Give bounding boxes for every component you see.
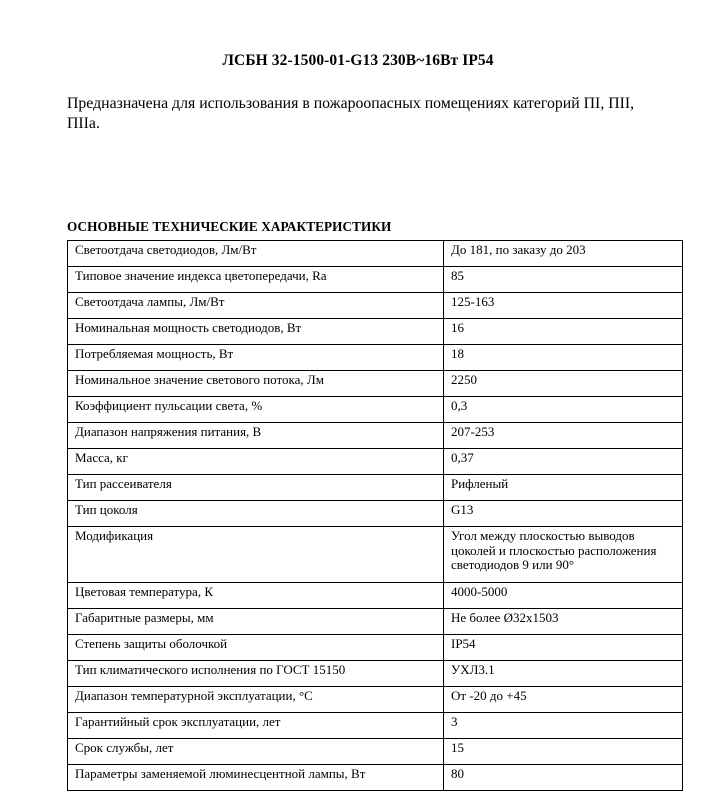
table-row xyxy=(68,635,683,661)
table-row xyxy=(68,241,683,267)
param-cell: Диапазон температурной эксплуатации, °С xyxy=(68,687,444,713)
table-row xyxy=(68,371,683,397)
value-cell: От -20 до +45 xyxy=(444,687,683,713)
param-cell: Модификация xyxy=(68,527,444,583)
table-row xyxy=(68,475,683,501)
table-row xyxy=(68,345,683,371)
value-cell: 125-163 xyxy=(444,293,683,319)
value-cell: До 181, по заказу до 203 xyxy=(444,241,683,267)
table-row xyxy=(68,319,683,345)
value-cell: 207-253 xyxy=(444,423,683,449)
table-row xyxy=(68,293,683,319)
param-cell: Степень защиты оболочкой xyxy=(68,635,444,661)
param-cell: Коэффициент пульсации света, % xyxy=(68,397,444,423)
table-row xyxy=(68,397,683,423)
value-cell: Угол между плоскостью выводов цоколей и плоскостью расположения светодиодов 9 или 90° xyxy=(444,527,683,583)
table-row xyxy=(68,765,683,791)
table-row xyxy=(68,661,683,687)
value-cell: Рифленый xyxy=(444,475,683,501)
param-cell: Цветовая температура, К xyxy=(68,583,444,609)
value-cell: 16 xyxy=(444,319,683,345)
param-cell: Потребляемая мощность, Вт xyxy=(68,345,444,371)
value-cell: 80 xyxy=(444,765,683,791)
param-cell: Тип климатического исполнения по ГОСТ 15150 xyxy=(68,661,444,687)
value-cell: G13 xyxy=(444,501,683,527)
table-row xyxy=(68,527,683,583)
section-heading: ОСНОВНЫЕ ТЕХНИЧЕСКИЕ ХАРАКТЕРИСТИКИ xyxy=(67,219,392,234)
table-row xyxy=(68,713,683,739)
param-cell: Номинальная мощность светодиодов, Вт xyxy=(68,319,444,345)
value-cell: 85 xyxy=(444,267,683,293)
param-cell: Светоотдача светодиодов, Лм/Вт xyxy=(68,241,444,267)
table-row xyxy=(68,687,683,713)
specs-table xyxy=(67,240,683,791)
param-cell: Параметры заменяемой люминесцентной лампы, Вт xyxy=(68,765,444,791)
param-cell: Гарантийный срок эксплуатации, лет xyxy=(68,713,444,739)
table-row xyxy=(68,423,683,449)
param-cell: Габаритные размеры, мм xyxy=(68,609,444,635)
table-row xyxy=(68,583,683,609)
param-cell: Тип цоколя xyxy=(68,501,444,527)
param-cell: Срок службы, лет xyxy=(68,739,444,765)
value-cell: 0,3 xyxy=(444,397,683,423)
param-cell: Диапазон напряжения питания, В xyxy=(68,423,444,449)
value-cell: 2250 xyxy=(444,371,683,397)
intro-paragraph: Предназначена для использования в пожароопасных помещениях категорий ПI, ПII, ПIIа. xyxy=(67,95,635,132)
table-row xyxy=(68,609,683,635)
param-cell: Тип рассеивателя xyxy=(68,475,444,501)
value-cell: 4000-5000 xyxy=(444,583,683,609)
param-cell: Номинальное значение светового потока, Лм xyxy=(68,371,444,397)
value-cell: 18 xyxy=(444,345,683,371)
table-row xyxy=(68,739,683,765)
table-row xyxy=(68,501,683,527)
value-cell: Не более Ø32х1503 xyxy=(444,609,683,635)
value-cell: УХЛ3.1 xyxy=(444,661,683,687)
param-cell: Типовое значение индекса цветопередачи, Ra xyxy=(68,267,444,293)
value-cell: IP54 xyxy=(444,635,683,661)
param-cell: Масса, кг xyxy=(68,449,444,475)
value-cell: 3 xyxy=(444,713,683,739)
value-cell: 15 xyxy=(444,739,683,765)
value-cell: 0,37 xyxy=(444,449,683,475)
page-title: ЛСБН 32-1500-01-G13 230В~16Вт IP54 xyxy=(222,52,494,69)
param-cell: Светоотдача лампы, Лм/Вт xyxy=(68,293,444,319)
table-row xyxy=(68,449,683,475)
table-row xyxy=(68,267,683,293)
